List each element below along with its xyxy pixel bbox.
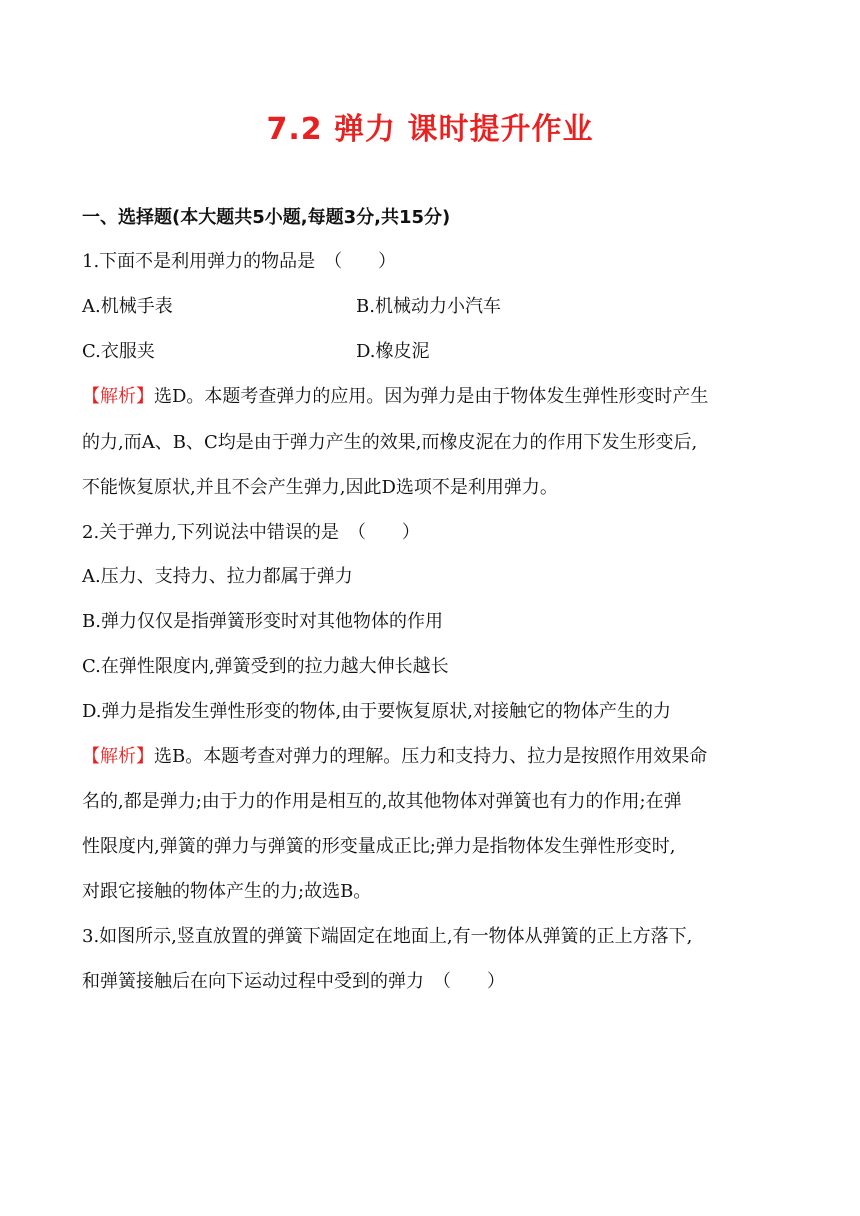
q2-option-a: A.压力、支持力、拉力都属于弹力 — [82, 566, 353, 587]
q1-stem: 1.下面不是利用弹力的物品是 （ ） — [82, 251, 397, 272]
q2-option-b: B.弹力仅仅是指弹簧形变时对其他物体的作用 — [82, 611, 443, 632]
section-heading: 一、选择题(本大题共5小题,每题3分,共15分) — [82, 207, 451, 228]
q1-option-a: A.机械手表 — [82, 296, 173, 317]
q1-option-b: B.机械动力小汽车 — [356, 296, 501, 317]
q1-analysis-text-1: 选D。本题考查弹力的应用。因为弹力是由于物体发生弹性形变时产生 — [154, 386, 709, 407]
q3-stem-line-2: 和弹簧接触后在向下运动过程中受到的弹力 （ ） — [82, 971, 505, 992]
q1-option-d: D.橡皮泥 — [356, 341, 430, 362]
q1-option-c: C.衣服夹 — [82, 341, 155, 362]
q2-analysis-line-1 — [82, 744, 707, 770]
q2-analysis-line-2: 名的,都是弹力;由于力的作用是相互的,故其他物体对弹簧也有力的作用;在弹 — [82, 791, 682, 812]
analysis-tag: 【解析】 — [82, 386, 154, 407]
q2-option-c: C.在弹性限度内,弹簧受到的拉力越大伸长越长 — [82, 656, 449, 677]
q2-analysis-line-4: 对跟它接触的物体产生的力;故选B。 — [82, 881, 372, 902]
q2-analysis-text-1: 选B。本题考查对弹力的理解。压力和支持力、拉力是按照作用效果命 — [154, 746, 708, 767]
q2-option-d: D.弹力是指发生弹性形变的物体,由于要恢复原状,对接触它的物体产生的力 — [82, 701, 671, 722]
page-title: 7.2 弹力 课时提升作业 — [266, 112, 594, 147]
q2-analysis-line-3: 性限度内,弹簧的弹力与弹簧的形变量成正比;弹力是指物体发生弹性形变时, — [82, 836, 676, 857]
q3-stem-line-1: 3.如图所示,竖直放置的弹簧下端固定在地面上,有一物体从弹簧的正上方落下, — [82, 926, 693, 947]
q1-analysis-line-1 — [82, 384, 708, 410]
q1-analysis-line-3: 不能恢复原状,并且不会产生弹力,因此D选项不是利用弹力。 — [82, 477, 558, 498]
q1-analysis-line-2: 的力,而A、B、C均是由于弹力产生的效果,而橡皮泥在力的作用下发生形变后, — [82, 432, 698, 453]
q2-stem: 2.关于弹力,下列说法中错误的是 （ ） — [82, 522, 420, 543]
analysis-tag: 【解析】 — [82, 746, 154, 767]
